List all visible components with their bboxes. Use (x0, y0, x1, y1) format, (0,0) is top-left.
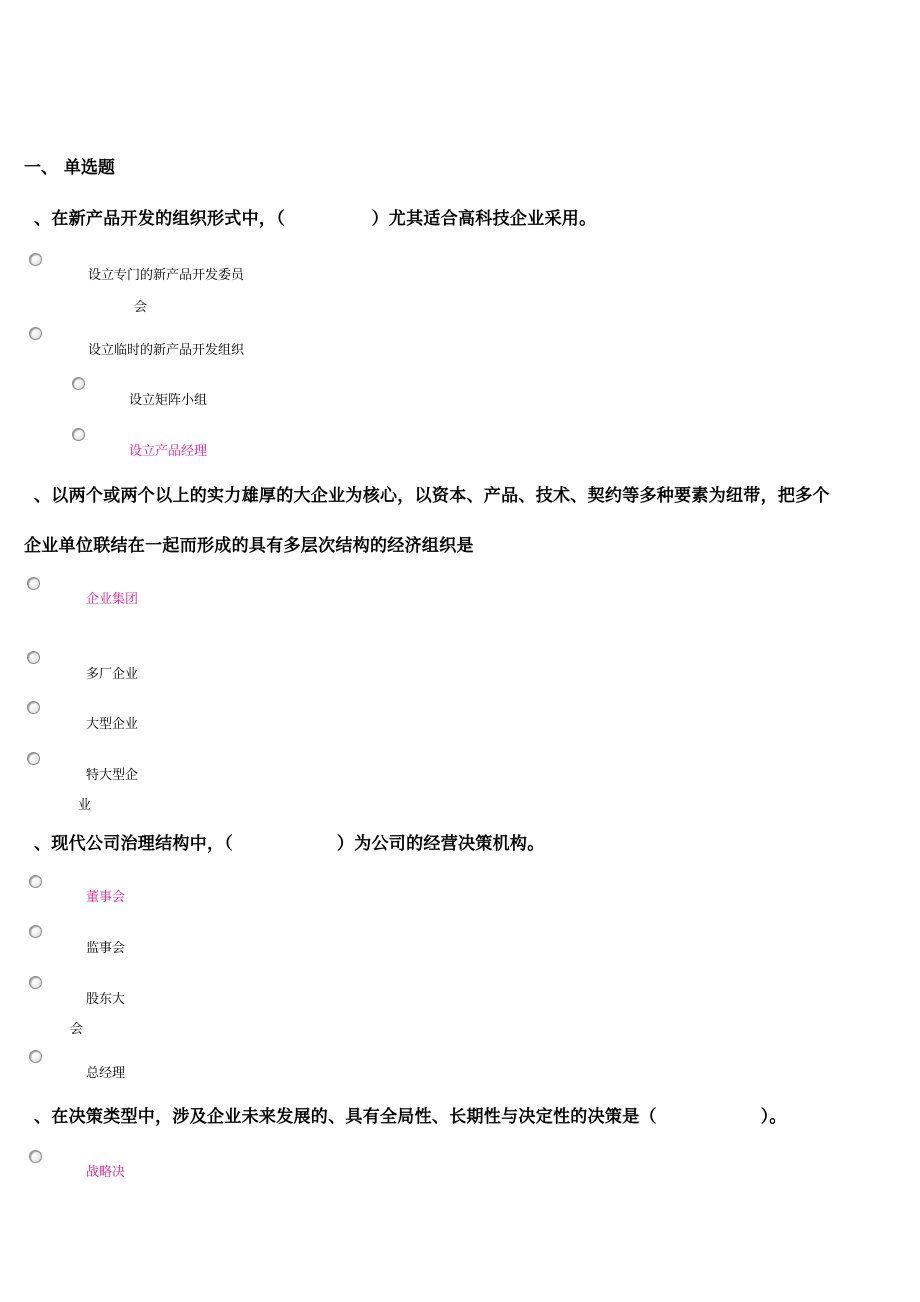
q1-option-4-radio[interactable] (72, 428, 85, 441)
q4-option-1-label: 战略决 (86, 1165, 126, 1180)
question-2-text-line2: 企业单位联结在一起而形成的具有多层次结构的经济组织是 (24, 536, 474, 556)
q3-option-3-label-wrap: 会 (70, 1022, 84, 1037)
q1-option-1-radio[interactable] (29, 253, 42, 266)
q1-option-1-label-wrap: 会 (134, 300, 148, 315)
q2-option-1-label: 企业集团 (86, 592, 139, 607)
q3-option-4-label: 总经理 (86, 1066, 126, 1081)
q4-option-1-radio[interactable] (29, 1150, 42, 1163)
q3-option-3-label: 股东大 (86, 992, 126, 1007)
q2-option-2-label: 多厂企业 (86, 667, 139, 682)
question-3-text: 、现代公司治理结构中，（ ）为公司的经营决策机构。 (34, 834, 545, 854)
q3-option-4-radio[interactable] (29, 1050, 42, 1063)
question-1-text: 、在新产品开发的组织形式中，（ ）尤其适合高科技企业采用。 (34, 209, 597, 229)
question-2-text-line1: 、以两个或两个以上的实力雄厚的大企业为核心，以资本、产品、技术、契约等多种要素为纽带，把多个 (34, 486, 830, 506)
question-4-text: 、在决策类型中，涉及企业未来发展的、具有全局性、长期性与决定性的决策是（ ）。 (34, 1107, 787, 1127)
q2-option-1-radio[interactable] (27, 577, 40, 590)
q3-option-1-radio[interactable] (29, 875, 42, 888)
q2-option-4-radio[interactable] (27, 752, 40, 765)
q2-option-3-label: 大型企业 (86, 717, 139, 732)
q3-option-2-radio[interactable] (29, 925, 42, 938)
q2-option-4-label-wrap: 业 (78, 798, 92, 813)
q3-option-3-radio[interactable] (29, 976, 42, 989)
q2-option-3-radio[interactable] (27, 701, 40, 714)
q2-option-2-radio[interactable] (27, 651, 40, 664)
q1-option-4-label: 设立产品经理 (129, 444, 208, 459)
section-title: 一、 单选题 (24, 158, 115, 178)
q3-option-2-label: 监事会 (86, 941, 126, 956)
q1-option-3-label: 设立矩阵小组 (129, 393, 208, 408)
q1-option-1-label: 设立专门的新产品开发委员 (88, 268, 245, 283)
q1-option-2-label: 设立临时的新产品开发组织 (88, 343, 245, 358)
q3-option-1-label: 董事会 (86, 890, 126, 905)
q2-option-4-label: 特大型企 (86, 768, 139, 783)
q1-option-3-radio[interactable] (72, 377, 85, 390)
q1-option-2-radio[interactable] (29, 327, 42, 340)
